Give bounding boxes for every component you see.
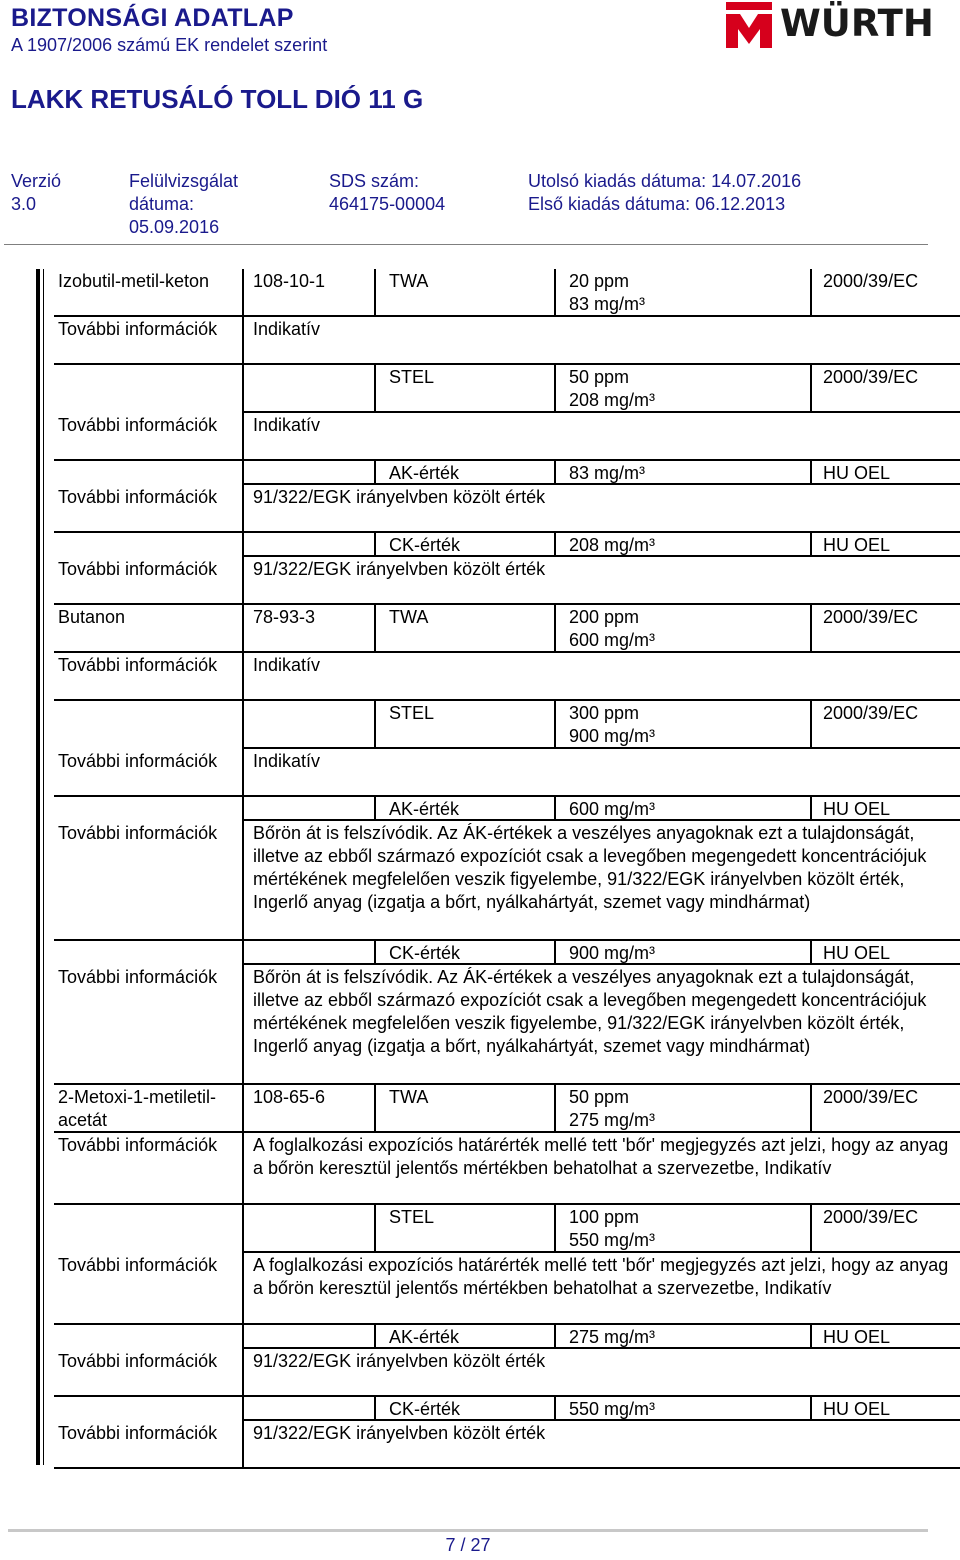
table-col-divider [242, 821, 244, 941]
limit-type: CK-érték [389, 1399, 461, 1419]
table-col-divider [242, 1085, 244, 1133]
table-col-divider [554, 1325, 556, 1349]
table-col-divider [374, 1397, 376, 1421]
limit-type: AK-érték [389, 799, 460, 819]
table-row-divider [54, 1323, 960, 1325]
table-col-divider [374, 1325, 376, 1349]
table-col-divider [242, 1349, 244, 1397]
limit-value: 200 ppm 600 mg/m³ [569, 607, 656, 650]
table-col-divider [242, 269, 244, 317]
limit-basis: HU OEL [823, 1399, 891, 1419]
limit-value: 600 mg/m³ [569, 799, 656, 819]
table-col-divider [242, 533, 244, 557]
info-label: További információk [58, 751, 218, 771]
version-value: 3.0 [11, 194, 37, 214]
table-row-divider [54, 939, 960, 941]
info-label: További információk [58, 1135, 218, 1155]
table-col-divider [374, 365, 376, 413]
limit-value: 50 ppm 275 mg/m³ [569, 1087, 656, 1130]
info-text: Indikatív [253, 751, 321, 771]
table-row-divider [54, 795, 960, 797]
table-col-divider [374, 797, 376, 821]
table-col-divider [810, 701, 812, 749]
review-date-value: 05.09.2016 [129, 217, 220, 237]
limit-basis: HU OEL [823, 1327, 891, 1347]
info-text: 91/322/EGK irányelvben közölt érték [253, 559, 546, 579]
exposure-limits-table [36, 269, 960, 1465]
table-col-divider [554, 269, 556, 317]
info-label: További információk [58, 655, 218, 675]
sds-number-value: 464175-00004 [329, 194, 446, 214]
limit-value: 100 ppm 550 mg/m³ [569, 1207, 656, 1250]
doc-title: BIZTONSÁGI ADATLAP [11, 4, 294, 32]
table-col-divider [554, 1085, 556, 1133]
table-col-divider [810, 269, 812, 317]
footer-divider [8, 1529, 928, 1532]
limit-value: 550 mg/m³ [569, 1399, 656, 1419]
table-col-divider [242, 557, 244, 605]
table-col-divider [242, 965, 244, 1085]
info-label: További információk [58, 823, 218, 843]
table-col-divider [810, 605, 812, 653]
version-label: Verzió [11, 171, 62, 191]
product-name: LAKK RETUSÁLÓ TOLL DIÓ 11 G [11, 84, 424, 114]
review-date-block [129, 170, 279, 239]
info-label: További információk [58, 487, 218, 507]
info-text: Indikatív [253, 319, 321, 339]
table-col-divider [374, 605, 376, 653]
table-col-divider [810, 533, 812, 557]
limit-type: CK-érték [389, 943, 461, 963]
wurth-logo-icon [726, 2, 772, 48]
version-block [11, 170, 61, 216]
table-col-divider [374, 1205, 376, 1253]
table-col-divider [242, 797, 244, 821]
table-col-divider [810, 797, 812, 821]
limit-value: 20 ppm 83 mg/m³ [569, 271, 646, 314]
table-col-divider [242, 413, 244, 461]
limit-value: 275 mg/m³ [569, 1327, 656, 1347]
regulation-text: A 1907/2006 számú EK rendelet szerint [11, 35, 328, 55]
limit-type: STEL [389, 703, 435, 723]
table-col-divider [242, 1421, 244, 1469]
table-col-divider [554, 1205, 556, 1253]
table-row-divider [54, 1083, 960, 1085]
table-row-divider [242, 963, 960, 965]
table-col-divider [810, 1205, 812, 1253]
cas-number: 78-93-3 [253, 607, 316, 627]
table-col-divider [374, 1085, 376, 1133]
table-col-divider [242, 653, 244, 701]
table-col-divider [374, 701, 376, 749]
table-row-divider [54, 531, 960, 533]
cas-number: 108-65-6 [253, 1087, 326, 1107]
table-col-divider [242, 749, 244, 797]
info-label: További információk [58, 1255, 218, 1275]
table-col-divider [242, 485, 244, 533]
info-label: További információk [58, 319, 218, 339]
table-col-divider [242, 941, 244, 965]
table-row-divider [242, 1251, 960, 1253]
table-row-divider [242, 819, 960, 821]
logo-wordmark: WÜRTH [780, 2, 934, 45]
sds-number-label: SDS szám: [329, 171, 420, 191]
table-col-divider [810, 941, 812, 965]
limit-basis: HU OEL [823, 535, 891, 555]
table-col-divider [242, 701, 244, 749]
wurth-logo [726, 2, 934, 48]
issue-dates-block [528, 170, 801, 216]
cas-number: 108-10-1 [253, 271, 326, 291]
info-text: 91/322/EGK irányelvben közölt érték [253, 487, 546, 507]
table-col-divider [242, 317, 244, 365]
info-text: 91/322/EGK irányelvben közölt érték [253, 1423, 546, 1443]
limit-basis: HU OEL [823, 799, 891, 819]
table-col-divider [810, 461, 812, 485]
table-col-divider [810, 365, 812, 413]
table-row-divider [242, 1347, 960, 1349]
limit-value: 83 mg/m³ [569, 463, 646, 483]
limit-type: TWA [389, 1087, 429, 1107]
limit-basis: 2000/39/EC [823, 607, 919, 627]
limit-basis: 2000/39/EC [823, 367, 919, 387]
limit-type: AK-érték [389, 463, 460, 483]
table-row-divider [54, 1203, 960, 1205]
info-text: Bőrön át is felszívódik. Az ÁK-értékek a veszélyes anyagoknak ezt a tulajdonságát, illetve az ebből származó expozíciót csak a levegőben megengedett koncentrációjuk mértékének megfelelően veszik figyelembe, 91/322/EGK irányelvben közölt érték, Ingerlő anyag (izgatja a bőrt, nyálkahártyát, szemet vagy mindhármat) [253, 823, 927, 912]
limit-type: TWA [389, 607, 429, 627]
limit-type: STEL [389, 367, 435, 387]
table-col-divider [810, 1085, 812, 1133]
table-col-divider [554, 533, 556, 557]
info-label: További információk [58, 967, 218, 987]
table-col-divider [810, 1397, 812, 1421]
table-col-divider [554, 365, 556, 413]
component-name: Izobutil-metil-keton [58, 271, 210, 291]
info-label: További információk [58, 415, 218, 435]
component-name: Butanon [58, 607, 126, 627]
limit-type: STEL [389, 1207, 435, 1227]
limit-type: AK-érték [389, 1327, 460, 1347]
table-col-divider [554, 1397, 556, 1421]
info-text: Bőrön át is felszívódik. Az ÁK-értékek a veszélyes anyagoknak ezt a tulajdonságát, illetve az ebből származó expozíciót csak a levegőben megengedett koncentrációjuk mértékének megfelelően veszik figyelembe, 91/322/EGK irányelvben közölt érték, Ingerlő anyag (izgatja a bőrt, nyálkahártyát, szemet vagy mindhármat) [253, 967, 927, 1056]
table-col-divider [242, 1253, 244, 1325]
limit-basis: 2000/39/EC [823, 271, 919, 291]
review-date-label: Felülvizsgálat dátuma: [129, 171, 239, 214]
info-label: További információk [58, 1423, 218, 1443]
table-row-divider [54, 363, 960, 365]
table-row-divider [54, 651, 960, 653]
table-row-divider [54, 1395, 960, 1397]
page-number: 7 / 27 [445, 1535, 491, 1555]
limit-basis: 2000/39/EC [823, 1087, 919, 1107]
table-col-divider [554, 941, 556, 965]
limit-basis: HU OEL [823, 463, 891, 483]
header-divider [4, 244, 928, 245]
info-text: Indikatív [253, 655, 321, 675]
table-col-divider [242, 1205, 244, 1253]
table-row-divider [242, 747, 960, 749]
table-col-divider [242, 1133, 244, 1205]
limit-value: 208 mg/m³ [569, 535, 656, 555]
table-col-divider [374, 461, 376, 485]
table-row-divider [54, 1467, 960, 1469]
table-row-divider [54, 459, 960, 461]
table-col-divider [554, 605, 556, 653]
first-issue-date: Első kiadás dátuma: 06.12.2013 [528, 194, 786, 214]
table-col-divider [242, 605, 244, 653]
table-row-divider [54, 315, 960, 317]
table-col-divider [374, 533, 376, 557]
table-col-divider [554, 461, 556, 485]
table-row-divider [54, 603, 960, 605]
table-row-divider [242, 555, 960, 557]
table-col-divider [554, 701, 556, 749]
sds-number-block [329, 170, 445, 216]
table-row-divider [54, 699, 960, 701]
limit-basis: 2000/39/EC [823, 703, 919, 723]
limit-value: 900 mg/m³ [569, 943, 656, 963]
info-text: Indikatív [253, 415, 321, 435]
info-text: 91/322/EGK irányelvben közölt érték [253, 1351, 546, 1371]
last-issue-date: Utolsó kiadás dátuma: 14.07.2016 [528, 171, 802, 191]
table-row-divider [242, 483, 960, 485]
table-col-divider [554, 797, 556, 821]
limit-type: CK-érték [389, 535, 461, 555]
table-row-divider [242, 411, 960, 413]
info-text: A foglalkozási expozíciós határérték mellé tett 'bőr' megjegyzés azt jelzi, hogy az anyag a bőrön keresztül jelentős mértékben behatolhat a szervezetbe, Indikatív [253, 1255, 949, 1298]
table-col-divider [242, 365, 244, 413]
info-label: További információk [58, 559, 218, 579]
table-col-divider [242, 461, 244, 485]
limit-basis: 2000/39/EC [823, 1207, 919, 1227]
limit-basis: HU OEL [823, 943, 891, 963]
limit-type: TWA [389, 271, 429, 291]
table-col-divider [242, 1325, 244, 1349]
limit-value: 300 ppm 900 mg/m³ [569, 703, 656, 746]
info-text: A foglalkozási expozíciós határérték mellé tett 'bőr' megjegyzés azt jelzi, hogy az anyag a bőrön keresztül jelentős mértékben behatolhat a szervezetbe, Indikatív [253, 1135, 949, 1178]
component-name: 2-Metoxi-1-metiletil-acetát [58, 1087, 217, 1130]
info-label: További információk [58, 1351, 218, 1371]
table-col-divider [374, 269, 376, 317]
table-row-divider [242, 1419, 960, 1421]
table-col-divider [374, 941, 376, 965]
table-row-divider [54, 1131, 960, 1133]
table-col-divider [242, 1397, 244, 1421]
table-col-divider [810, 1325, 812, 1349]
limit-value: 50 ppm 208 mg/m³ [569, 367, 656, 410]
